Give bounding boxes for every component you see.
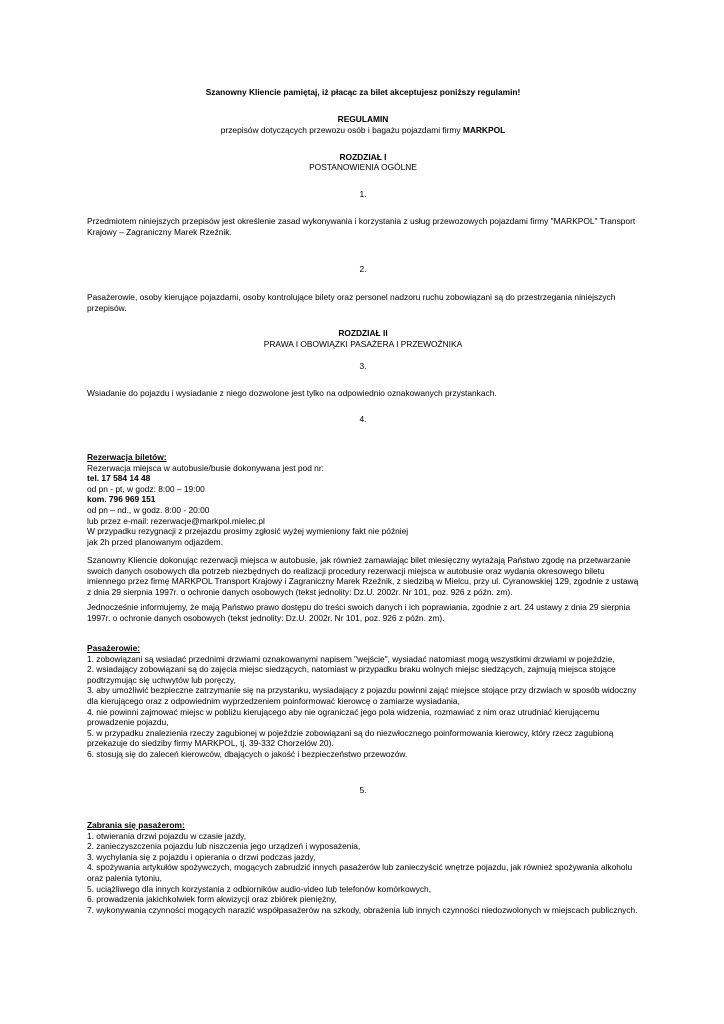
section-1-text: Przedmiotem niniejszych przepisów jest określenie zasad wykonywania i korzystania z usług przewozowych pojazdami firmy "MARKPOL" Transport Krajowy – Zagraniczny Marek Rzeźnik.: [87, 216, 636, 237]
list-item: 3. wychylania się z pojazdu i opierania o drzwi podczas jazdy,: [87, 851, 316, 862]
reservation-phone: tel. 17 584 14 48: [87, 473, 151, 484]
section-2-text: Pasażerowie, osoby kierujące pojazdami, osoby kontrolujące bilety oraz personel nadzoru ruchu zobowiązani są do przestrzegania niniejszych przepisów.: [87, 292, 616, 313]
list-item: 6. stosują się do zaleceń kierowców, dbających o jakość i bezpieczeństwo przewozów.: [87, 748, 408, 759]
reservation-heading: Rezerwacja biletów:: [87, 452, 167, 462]
regulations-title: REGULAMIN: [337, 114, 389, 124]
section-3-number: 3.: [359, 361, 367, 371]
regulations-subtitle: [87, 125, 639, 136]
chapter-2-title: ROZDZIAŁ II: [338, 328, 388, 338]
data-access-paragraph: Jednocześnie informujemy, że mają Państwo prawo dostępu do treści swoich danych i ich poprawiania, zgodnie z art. 24 ustawy z dnia 29 sierpnia 1997r. o ochronie danych osobowych (tekst jednolity: Dz.U. 2002r. Nr 101, poz. 926 z późn. zm).: [87, 602, 631, 623]
list-item: 4. spożywania artykułów spożywczych, mogących zabrudzić innych pasażerów lub zanieczyścić wnętrze pojazdu, jak również spożywania alkoholu oraz palenia tytoniu,: [87, 862, 633, 883]
list-item: 4. nie powinni zajmować miejsc w pobliżu kierującego aby nie ograniczać jego pola widzenia, rozmawiać z nim oraz utrudniać kierującemu prowadzenie pojazdu,: [87, 706, 600, 728]
list-item: 5. uciążliwego dla innych korzystania z odbiorników audio-video lub telefonów komórkowych,: [87, 883, 432, 894]
passengers-section: [87, 643, 639, 760]
forbidden-heading: Zabrania się pasażerom:: [87, 820, 185, 830]
list-item: 1. otwierania drzwi pojazdu w czasie jazdy,: [87, 830, 247, 841]
regulations-subtitle-text: przepisów dotyczących przewozu osób i bagażu pojazdami firmy: [220, 125, 463, 135]
list-item: 6. prowadzenia jakichkolwiek form akwizycji oraz zbiórek pieniężny,: [87, 894, 337, 905]
chapter-2-subtitle: PRAWA I OBOWIĄZKI PASAŻERA I PRZEWOŹNIKA: [263, 339, 463, 349]
company-name: MARKPOL: [462, 125, 506, 135]
data-consent-paragraph: Szanowny Kliencie dokonując rezerwacji miejsca w autobusie, jak również zamawiając bilet miesięczny wyrażają Państwo zgodę na przetwarzanie swoich danych osobowych dla potrzeb niezbędnych do realizacji procedury rezerwacji miejsca w autobusie oraz wydania okresowego biletu imiennego przez firmę MARKPOL Transport Krajowy i Zagraniczny Marek Rzeźnik, z siedzibą w Mielcu, przy ul. Cyranowskiej 129, zgodnie z ustawą z dnia 29 sierpnia 1997r. o ochronie danych osobowych (tekst jednolity: Dz.U. 2002r. Nr 101, poz. 926 z późn. zm).: [87, 555, 639, 597]
section-4-number: 4.: [359, 414, 367, 424]
list-item: 7. wykonywania czynności mogących narazić współpasażerów na szkody, obrażenia lub innych czynności niedozwolonych w miejscach publicznych.: [87, 904, 638, 915]
section-3-text: Wsiadanie do pojazdu i wysiadanie z niego dozwolone jest tylko na odpowiednio oznakowanych przystankach.: [87, 388, 497, 398]
section-5-number: 5.: [359, 785, 367, 795]
section-2-number: 2.: [359, 264, 367, 274]
forbidden-section: [87, 820, 639, 915]
reservation-line: Rezerwacja miejsca w autobusie/busie dokonywana jest pod nr:: [87, 462, 324, 473]
passengers-heading: Pasażerowie:: [87, 643, 141, 653]
list-item: 5. w przypadku znalezienia rzeczy zagubionej w pojeździe zobowiązani są do niezwłocznego poinformowania kierowcy, który rzecz zagubioną przekazuje do siedziby firmy MARKPOL, tj. 39-332 Chorzelów 20).: [87, 727, 614, 749]
reservation-mobile: kom. 796 969 151: [87, 494, 156, 505]
chapter-1-subtitle: POSTANOWIENIA OGÓLNE: [309, 162, 417, 172]
reservation-line: od pn - pt, w godz: 8:00 – 19:00: [87, 483, 205, 494]
section-1-number: 1.: [359, 189, 367, 199]
chapter-1-title: ROZDZIAŁ I: [339, 152, 387, 162]
reservation-email: lub przez e-mail: rezerwacje@markpol.mielec.pl: [87, 515, 265, 526]
reservation-line: jak 2h przed planowanym odjazdem.: [87, 536, 223, 547]
reservation-line: W przypadku rezygnacji z przejazdu prosimy zgłosić wyżej wymieniony fakt nie później: [87, 526, 409, 537]
intro-notice: Szanowny Kliencie pamiętaj, iż płacąc za bilet akceptujesz poniższy regulamin!: [205, 87, 521, 97]
list-item: 3. aby umożliwić bezpieczne zatrzymanie się na przystanku, wysiadający z pojazdu powinni zająć miejsce stojące przy drzwiach w sposób widoczny dla kierującego oraz z odpowiednim wyprzedzeniem poinformować kierowcę o zamiarze wysiadania,: [87, 685, 637, 706]
list-item: 1. zobowiązani są wsiadać przednimi drzwiami oznakowanymi napisem "wejście", wysiadać natomiast mogą wszystkimi drzwiami w pojeździe,: [87, 653, 615, 664]
reservation-section: [87, 452, 639, 547]
list-item: 2. zanieczyszczenia pojazdu lub niszczenia jego urządzeń i wyposażenia,: [87, 841, 361, 852]
list-item: 2. wsiadający zobowiązani są do zajęcia miejsc siedzących, natomiast w przypadku braku wolnych miejsc siedzących, zajmują miejsca stojące podtrzymując się uchwytów lub poręczy,: [87, 664, 616, 685]
reservation-line: od pn – nd., w godz. 8:00 - 20:00: [87, 504, 210, 515]
